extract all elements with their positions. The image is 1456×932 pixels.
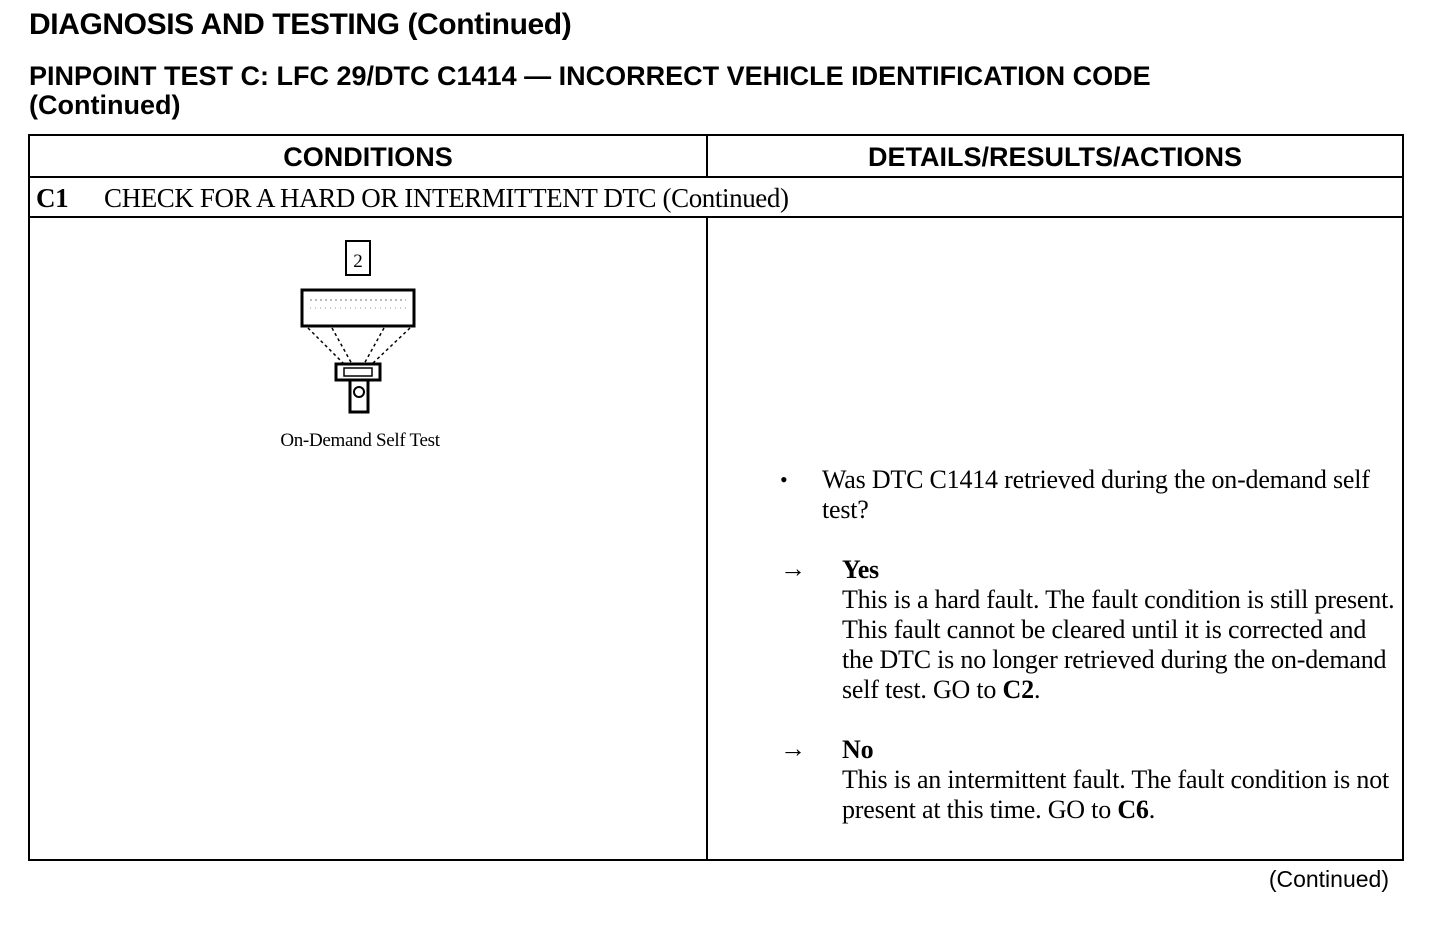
continued-footer: (Continued) — [1268, 866, 1389, 892]
conditions-column-header: CONDITIONS — [283, 142, 453, 172]
answer-yes-text — [842, 585, 1402, 705]
scan-tool-connected-to-dlc-icon — [298, 240, 448, 420]
illustration-caption: On-Demand Self Test — [280, 430, 440, 451]
bullet-icon: • — [780, 467, 788, 492]
pinpoint-test-title — [29, 62, 1409, 120]
goto-step-c6[interactable]: C6 — [1117, 795, 1149, 824]
answer-no-body: This is an intermittent fault. The fault condition is not present at this time. GO to — [842, 765, 1390, 824]
page-title: DIAGNOSIS AND TESTING (Continued) — [29, 8, 572, 41]
answer-no-end: . — [1148, 795, 1156, 824]
answer-yes — [780, 554, 1402, 705]
step-title: CHECK FOR A HARD OR INTERMITTENT DTC — [104, 183, 657, 213]
step-id: C1 — [36, 183, 69, 213]
answer-yes-label: Yes — [842, 555, 879, 584]
answer-yes-body: This is a hard fault. The fault condition is still present. This fault cannot be cleared until it is corrected and the DTC is no longer retrieved during the on-demand self test. GO to — [842, 585, 1395, 704]
answer-no-label: No — [842, 735, 874, 764]
details-cell — [706, 136, 1402, 859]
arrow-right-icon: → — [780, 734, 806, 763]
test-question-text: Was DTC C1414 retrieved during the on-demand self test? — [822, 465, 1370, 524]
step-row — [36, 178, 789, 218]
goto-step-c2[interactable]: C2 — [1002, 675, 1034, 704]
test-question — [780, 465, 1382, 525]
step-title-continued: (Continued) — [662, 183, 789, 213]
pinpoint-test-table — [28, 134, 1404, 861]
arrow-right-icon: → — [780, 554, 806, 583]
answer-yes-end: . — [1033, 675, 1041, 704]
answer-no — [780, 734, 1402, 825]
details-column-header: DETAILS/RESULTS/ACTIONS — [867, 142, 1242, 172]
pinpoint-test-title-line1: PINPOINT TEST C: LFC 29/DTC C1414 — INCORRECT VEHICLE IDENTIFICATION CODE — [29, 61, 1151, 91]
answer-no-text — [842, 765, 1402, 825]
callout-number: 2 — [353, 251, 363, 272]
pinpoint-test-title-line2: (Continued) — [29, 90, 181, 120]
